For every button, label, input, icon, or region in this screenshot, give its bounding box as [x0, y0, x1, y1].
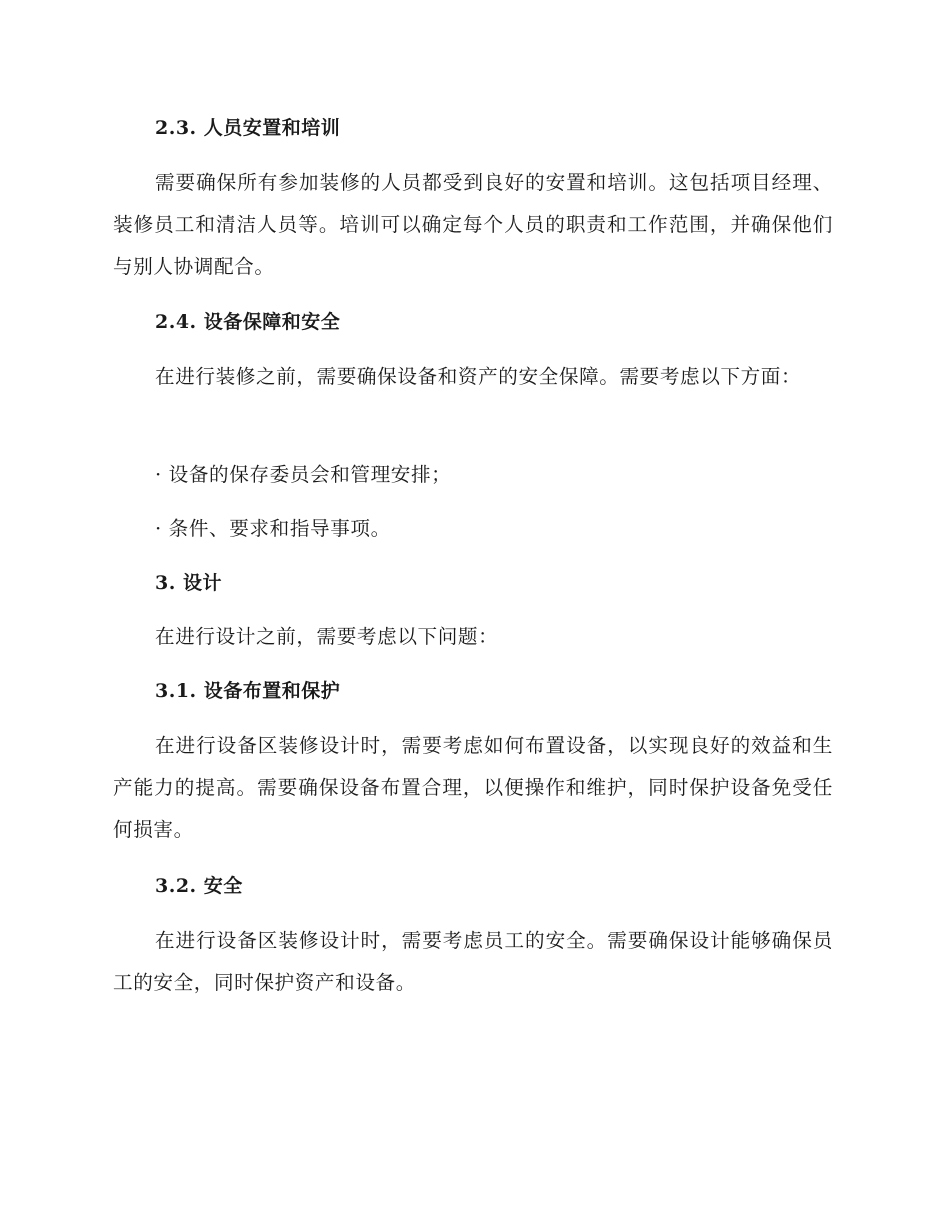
paragraph-2-3: 需要确保所有参加装修的人员都受到良好的安置和培训。这包括项目经理、装修员工和清洁人员等。培训可以确定每个人员的职责和工作范围，并确保他们与别人协调配合。: [113, 171, 833, 278]
bullet-item-1: · 设备的保存委员会和管理安排；: [155, 463, 452, 486]
paragraph-3-1: 在进行设备区装修设计时，需要考虑如何布置设备，以实现良好的效益和生产能力的提高。需要确保设备布置合理，以便操作和维护，同时保护设备免受任何损害。: [113, 734, 833, 841]
bullet-item-2: · 条件、要求和指导事项。: [155, 517, 391, 540]
heading-3-2: 3.2. 安全: [155, 875, 243, 897]
paragraph-3: 在进行设计之前，需要考虑以下问题：: [155, 625, 499, 648]
heading-3: 3. 设计: [155, 572, 222, 594]
heading-2-4: 2.4. 设备保障和安全: [155, 311, 341, 333]
paragraph-2-4: 在进行装修之前，需要确保设备和资产的安全保障。需要考虑以下方面：: [155, 365, 802, 388]
heading-2-3: 2.3. 人员安置和培训: [155, 117, 341, 139]
heading-3-1: 3.1. 设备布置和保护: [155, 680, 341, 702]
paragraph-3-2: 在进行设备区装修设计时，需要考虑员工的安全。需要确保设计能够确保员工的安全，同时保护资产和设备。: [113, 929, 833, 994]
